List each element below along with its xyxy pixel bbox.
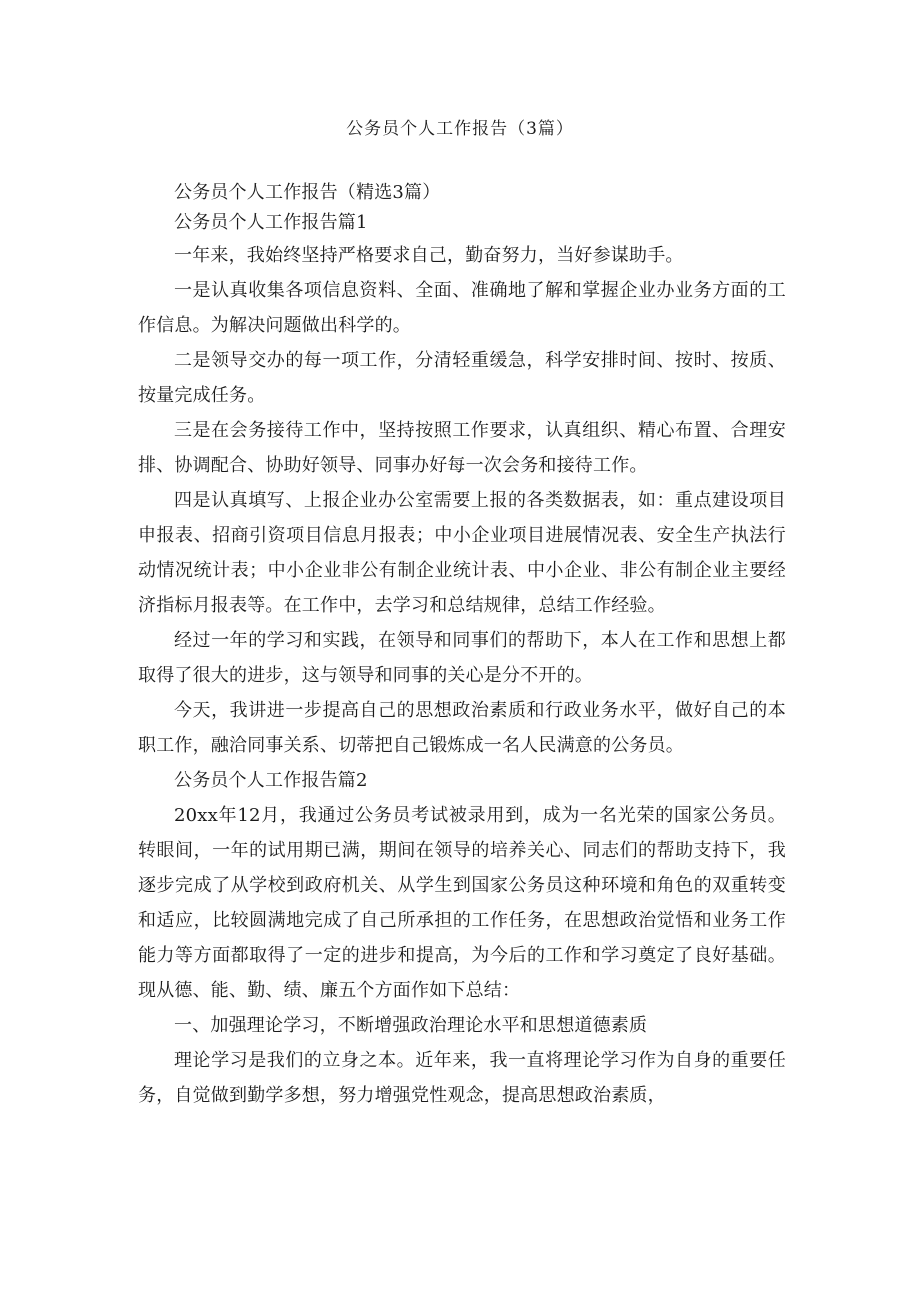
document-title: 公务员个人工作报告（3篇） xyxy=(346,119,574,139)
body-paragraph: 四是认真填写、上报企业办公室需要上报的各类数据表，如：重点建设项目申报表、招商引资项目信息月报表；中小企业项目进展情况表、安全生产执法行动情况统计表；中小企业非公有制企业统计表、中小企业、非公有制企业主要经济指标月报表等。在工作中，去学习和总结规律，总结工作经验。 xyxy=(138,490,786,616)
body-paragraph: 经过一年的学习和实践，在领导和同事们的帮助下，本人在工作和思想上都取得了很大的进步，这与领导和同事的关心是分不开的。 xyxy=(138,630,786,686)
body-paragraph: 一是认真收集各项信息资料、全面、准确地了解和掌握企业办业务方面的工作信息。为解决问题做出科学的。 xyxy=(138,280,786,336)
body-paragraph: 今天，我讲进一步提高自己的思想政治素质和行政业务水平，做好自己的本职工作，融洽同事关系、切蒂把自己锻炼成一名人民满意的公务员。 xyxy=(138,700,786,756)
body-paragraph: 三是在会务接待工作中，坚持按照工作要求，认真组织、精心布置、合理安排、协调配合、协助好领导、同事办好每一次会务和接待工作。 xyxy=(138,420,786,476)
section-heading-1: 公务员个人工作报告篇1 xyxy=(174,212,368,233)
subsection-heading: 一、加强理论学习，不断增强政治理论水平和思想道德素质 xyxy=(174,1015,648,1036)
document-body xyxy=(138,178,786,1113)
subtitle-paragraph: 公务员个人工作报告（精选3篇） xyxy=(174,182,441,203)
body-paragraph: 理论学习是我们的立身之本。近年来，我一直将理论学习作为自身的重要任务，自觉做到勤学多想，努力增强党性观念，提高思想政治素质， xyxy=(138,1050,786,1106)
section-heading-2: 公务员个人工作报告篇2 xyxy=(174,770,368,791)
body-paragraph: 二是领导交办的每一项工作，分清轻重缓急，科学安排时间、按时、按质、按量完成任务。 xyxy=(138,350,786,406)
body-paragraph: 20xx年12月，我通过公务员考试被录用到，成为一名光荣的国家公务员。转眼间，一年的试用期已满，期间在领导的培养关心、同志们的帮助支持下，我逐步完成了从学校到政府机关、从学生到国家公务员这种环境和角色的双重转变和适应，比较圆满地完成了自己所承担的工作任务，在思想政治觉悟和业务工作能力等方面都取得了一定的进步和提高，为今后的工作和学习奠定了良好基础。现从德、能、勤、绩、廉五个方面作如下总结： xyxy=(138,805,786,1001)
body-paragraph: 一年来，我始终坚持严格要求自己，勤奋努力，当好参谋助手。 xyxy=(174,245,684,266)
